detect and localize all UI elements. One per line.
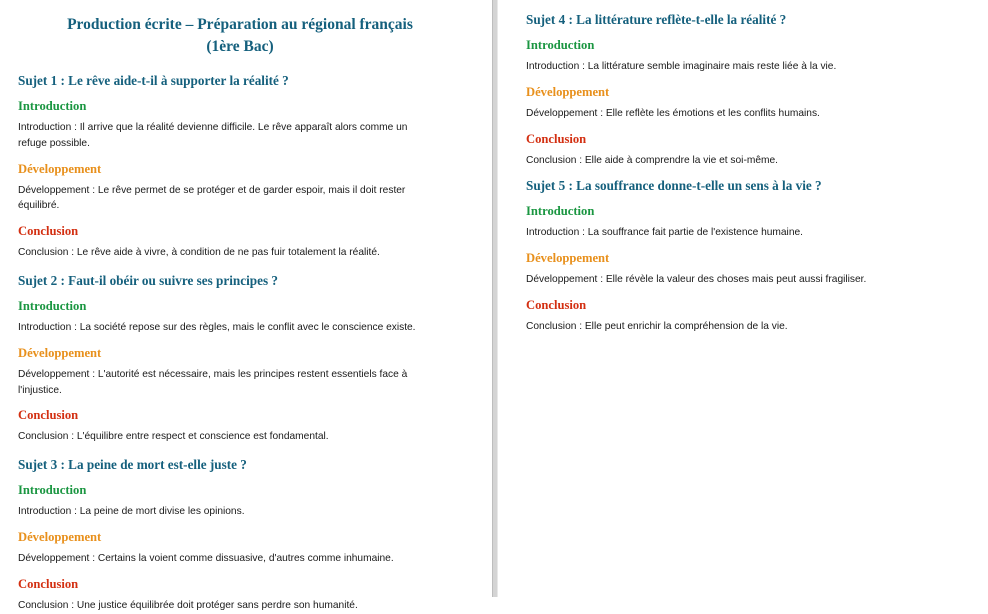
paragraph-introduction-2: Introduction : La société repose sur des règles, mais le conflit avec le conscience existe. bbox=[18, 322, 416, 333]
page-divider-line bbox=[492, 0, 498, 597]
subject-title-2: Sujet 2 : Faut-il obéir ou suivre ses principes ? bbox=[18, 273, 278, 288]
paragraph-developpement-4: Développement : Elle reflète les émotions et les conflits humains. bbox=[526, 107, 820, 119]
paragraph-conclusion-5: Conclusion : Elle peut enrichir la compréhension de la vie. bbox=[526, 321, 788, 333]
heading-developpement-1: Développement bbox=[18, 161, 102, 176]
paragraph-conclusion-3: Conclusion : Une justice équilibrée doit protéger sans perdre son humanité. bbox=[18, 599, 358, 611]
paragraph-developpement-5: Développement : Elle révèle la valeur des choses mais peut aussi fragiliser. bbox=[526, 274, 867, 286]
subject-title-5: Sujet 5 : La souffrance donne-t-elle un sens à la vie ? bbox=[526, 178, 822, 194]
page-title bbox=[18, 14, 462, 59]
heading-developpement-3: Développement bbox=[18, 530, 102, 545]
heading-conclusion-1: Conclusion bbox=[18, 224, 79, 239]
subject-block-2 bbox=[18, 273, 462, 445]
heading-introduction-3: Introduction bbox=[18, 483, 87, 498]
page-divider bbox=[480, 0, 508, 597]
heading-conclusion-3: Conclusion bbox=[18, 576, 79, 591]
heading-developpement-5: Développement bbox=[526, 251, 610, 266]
subject-block-1 bbox=[18, 73, 462, 261]
heading-developpement-2: Développement bbox=[18, 345, 102, 360]
heading-introduction-1: Introduction bbox=[18, 98, 87, 113]
page-title-line2: (1ère Bac) bbox=[206, 38, 274, 56]
heading-conclusion-4: Conclusion bbox=[526, 131, 587, 146]
subject-block-4 bbox=[526, 12, 970, 168]
page-title-line1: Production écrite – Préparation au régional français bbox=[67, 16, 413, 33]
paragraph-introduction-5: Introduction : La souffrance fait partie de l'existence humaine. bbox=[526, 227, 803, 239]
paragraph-developpement-3: Développement : Certains la voient comme dissuasive, d'autres comme inhumaine. bbox=[18, 553, 394, 565]
paragraph-developpement-1: Développement : Le rêve permet de se protéger et de garder espoir, mais il doit rester équilibré. bbox=[18, 184, 406, 212]
subject-title-4: Sujet 4 : La littérature reflète-t-elle la réalité ? bbox=[526, 12, 787, 27]
paragraph-introduction-4: Introduction : La littérature semble imaginaire mais reste liée à la vie. bbox=[526, 61, 837, 72]
paragraph-developpement-2: Développement : L'autorité est nécessaire, mais les principes restent essentiels face à l'injustice. bbox=[18, 368, 408, 396]
subject-block-5 bbox=[526, 178, 970, 334]
subject-title-3: Sujet 3 : La peine de mort est-elle juste ? bbox=[18, 457, 247, 473]
heading-conclusion-2: Conclusion bbox=[18, 408, 79, 423]
left-column bbox=[0, 0, 480, 611]
heading-introduction-5: Introduction bbox=[526, 204, 595, 219]
right-column bbox=[508, 0, 988, 597]
subject-title-1: Sujet 1 : Le rêve aide-t-il à supporter la réalité ? bbox=[18, 72, 289, 88]
subject-block-3 bbox=[18, 457, 462, 613]
paragraph-introduction-1: Introduction : Il arrive que la réalité devienne difficile. Le rêve apparaît alors comme un refuge possible. bbox=[18, 121, 408, 149]
paragraph-conclusion-4: Conclusion : Elle aide à comprendre la vie et soi-même. bbox=[526, 154, 778, 166]
heading-developpement-4: Développement bbox=[526, 84, 610, 99]
paragraph-conclusion-2: Conclusion : L'équilibre entre respect et conscience est fondamental. bbox=[18, 431, 329, 443]
heading-introduction-4: Introduction bbox=[526, 38, 595, 52]
heading-conclusion-5: Conclusion bbox=[526, 298, 587, 313]
paragraph-conclusion-1: Conclusion : Le rêve aide à vivre, à condition de ne pas fuir totalement la réalité. bbox=[18, 247, 380, 259]
heading-introduction-2: Introduction bbox=[18, 299, 87, 313]
paragraph-introduction-3: Introduction : La peine de mort divise les opinions. bbox=[18, 506, 245, 518]
